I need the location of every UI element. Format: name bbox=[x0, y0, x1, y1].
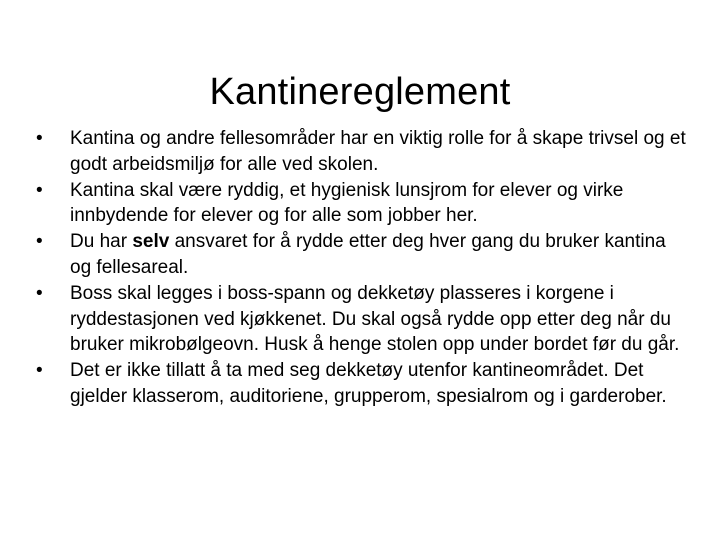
bullet-item-2 bbox=[36, 178, 690, 230]
bullet-text: Boss skal legges i boss-spann og dekketøy plasseres i korgene i ryddestasjonen ved kjøkkenet. Du skal også rydde opp etter deg når du bruker mikrobølgeovn. Husk å henge stolen opp under bordet før du går. bbox=[70, 282, 680, 356]
bullet-icon: • bbox=[36, 231, 43, 253]
bullet-text bbox=[70, 231, 666, 278]
bullet-text-after: ansvaret for å rydde etter deg hver gang du bruker kantina og fellesareal. bbox=[70, 231, 666, 278]
bullet-item-4 bbox=[36, 281, 690, 358]
bullet-text: Det er ikke tillatt å ta med seg dekketøy utenfor kantineområdet. Det gjelder klasserom, auditoriene, grupperom, spesialrom og i garderober. bbox=[70, 360, 667, 407]
bullet-text-before: Du har bbox=[70, 231, 133, 253]
bullet-icon: • bbox=[36, 128, 43, 149]
bullet-icon: • bbox=[36, 360, 43, 382]
bullet-item-3 bbox=[36, 229, 690, 281]
bullet-text: Kantina skal være ryddig, et hygienisk lunsjrom for elever og virke innbydende for elever og for alle som jobber her. bbox=[70, 179, 624, 227]
bullet-item-1 bbox=[36, 126, 690, 178]
bullet-icon: • bbox=[36, 179, 43, 201]
bullet-text-emphasis: selv bbox=[132, 231, 170, 253]
bullet-icon: • bbox=[36, 282, 43, 304]
bullet-item-5 bbox=[36, 358, 690, 410]
bullet-text: Kantina og andre fellesområder har en viktig rolle for å skape trivsel og et godt arbeidsmiljø for alle ved skolen. bbox=[70, 128, 686, 175]
bullet-list bbox=[36, 126, 690, 410]
slide-title: Kantinereglement bbox=[209, 71, 511, 114]
